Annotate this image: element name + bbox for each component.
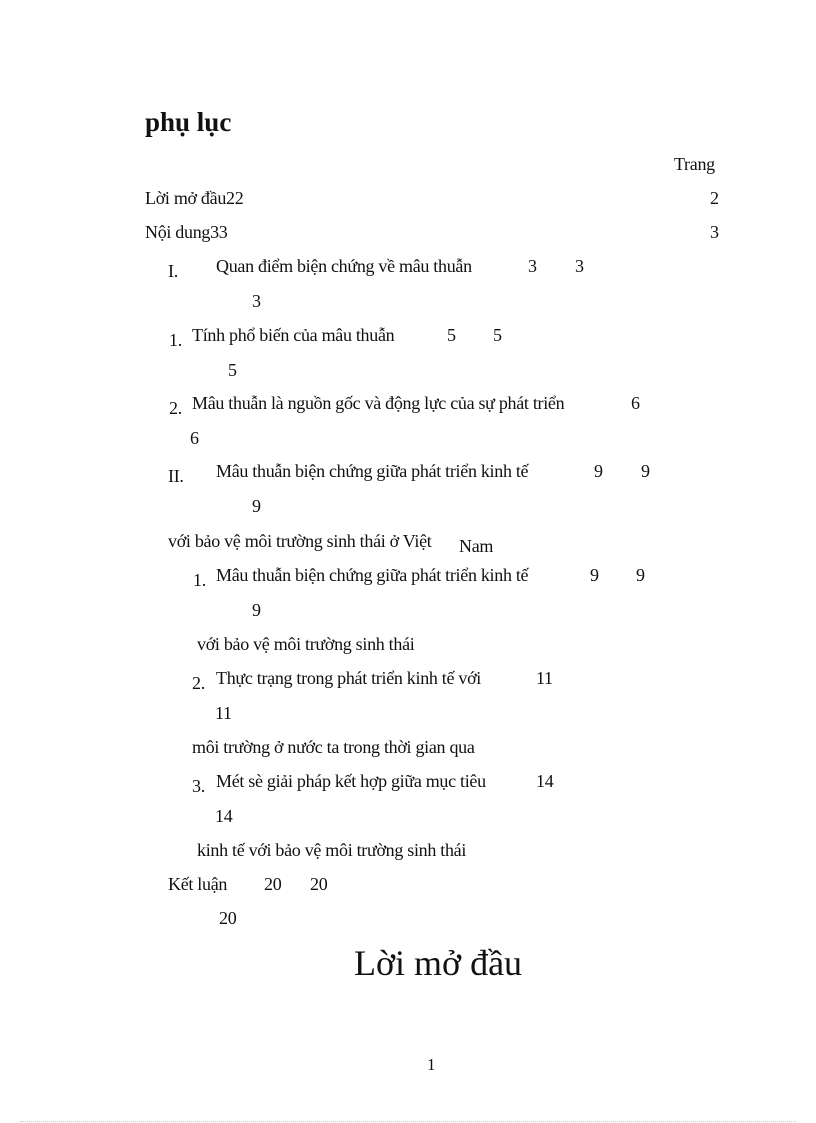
toc-entry-sec2-3-continuation: kinh tế với bảo vệ môi trường sinh thái: [197, 840, 467, 860]
page-column-label: Trang: [674, 154, 715, 174]
toc-entry-sec2-2-continuation: môi trường ở nước ta trong thời gian qua: [192, 737, 475, 757]
toc-entry-conclusion-page: 20: [264, 874, 282, 894]
toc-entry-sec1-1-number: 1.: [169, 330, 182, 350]
page-number: 1: [427, 1055, 436, 1074]
toc-entry-sec1-1-page: 5: [493, 325, 502, 345]
toc-entry-sec1-number: I.: [168, 261, 178, 281]
toc-entry-sec1-page: 3: [252, 291, 261, 311]
toc-entry-sec2-continuation: với bảo vệ môi trường sinh thái ở Việt: [168, 531, 432, 551]
toc-entry-intro-page: 2: [710, 188, 719, 208]
toc-heading: phụ lục: [145, 107, 232, 137]
toc-entry-conclusion-page: 20: [219, 908, 237, 928]
toc-entry-conclusion-page: 20: [310, 874, 328, 894]
toc-entry-sec2-2-number: 2.: [192, 673, 205, 693]
toc-entry-sec2-1-page: 9: [636, 565, 645, 585]
toc-entry-sec2-3-page: 14: [536, 771, 554, 791]
toc-entry-sec2-2-page: 11: [536, 668, 553, 688]
toc-entry-sec1-2-page: 6: [631, 393, 640, 413]
toc-entry-content-label: Nội dung33: [145, 222, 228, 242]
toc-entry-sec2-1-number: 1.: [193, 570, 206, 590]
toc-entry-sec2-label: Mâu thuẫn biện chứng giữa phát triển kinh tế: [216, 461, 529, 481]
toc-entry-sec2-page: 9: [594, 461, 603, 481]
toc-entry-sec2-1-label: Mâu thuẫn biện chứng giữa phát triển kinh tế: [216, 565, 529, 585]
toc-entry-intro-label: Lời mở đầu22: [145, 188, 244, 208]
toc-entry-sec2-3-label: Mét sè giải pháp kết hợp giữa mục tiêu: [216, 771, 486, 791]
toc-entry-sec1-page: 3: [528, 256, 537, 276]
page-bottom-divider: [20, 1121, 796, 1122]
toc-entry-sec2-1-continuation: với bảo vệ môi trường sinh thái: [197, 634, 415, 654]
toc-entry-sec1-label: Quan điểm biện chứng về mâu thuẫn: [216, 256, 472, 276]
toc-entry-sec1-1-page: 5: [447, 325, 456, 345]
toc-entry-sec2-number: II.: [168, 466, 184, 486]
toc-entry-sec2-page: 9: [252, 496, 261, 516]
toc-entry-sec1-1-page: 5: [228, 360, 237, 380]
toc-entry-sec2-1-page: 9: [590, 565, 599, 585]
toc-entry-sec2-page: 9: [641, 461, 650, 481]
toc-entry-sec2-2-label: Thực trạng trong phát triển kinh tế với: [216, 668, 482, 688]
toc-entry-sec2-1-page: 9: [252, 600, 261, 620]
toc-entry-sec1-page: 3: [575, 256, 584, 276]
toc-entry-sec1-2-page: 6: [190, 428, 199, 448]
toc-entry-sec2-3-page: 14: [215, 806, 233, 826]
toc-entry-sec2-2-page: 11: [215, 703, 232, 723]
toc-entry-sec1-2-number: 2.: [169, 398, 182, 418]
toc-entry-sec2-3-number: 3.: [192, 776, 205, 796]
toc-entry-conclusion-label: Kết luận: [168, 874, 228, 894]
toc-entry-content-page: 3: [710, 222, 719, 242]
toc-entry-sec1-1-label: Tính phổ biến của mâu thuẫn: [192, 325, 395, 345]
section-title: Lời mở đầu: [354, 943, 523, 983]
toc-entry-sec2-continuation-end: Nam: [459, 536, 494, 556]
toc-entry-sec1-2-label: Mâu thuẫn là nguồn gốc và động lực của sự phát triển: [192, 393, 565, 413]
